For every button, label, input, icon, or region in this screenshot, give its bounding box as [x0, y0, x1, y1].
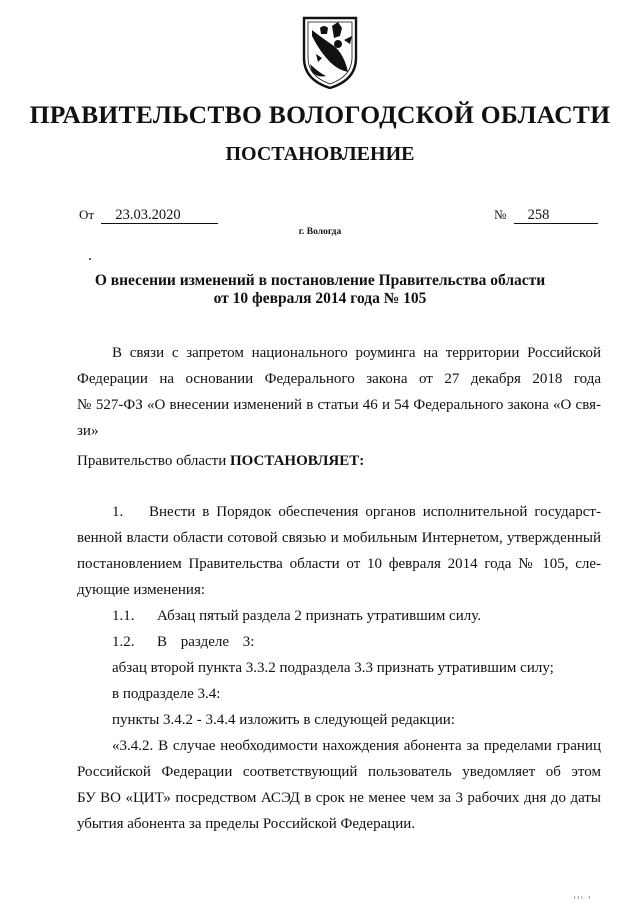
preamble-line-1: В связи с запретом национального роуминга на территории Российской	[112, 345, 601, 361]
preamble	[77, 340, 601, 474]
item-1	[77, 499, 601, 837]
document-type: ПОСТАНОВЛЕНИЕ	[225, 143, 415, 165]
preamble-line-4: зи»	[77, 423, 99, 439]
number-field	[494, 207, 598, 224]
document-subject	[0, 272, 640, 308]
city-label: г. Вологда	[298, 227, 342, 237]
item-1-line-3: постановлением Правительства области от 10 февраля 2014 года № 105, сле-	[77, 556, 601, 572]
coat-of-arms-icon	[298, 14, 362, 90]
item-1-line-1	[77, 499, 601, 525]
item-1-2	[77, 629, 601, 655]
scan-speck	[89, 258, 91, 260]
item-1-text: Внести в Порядок обеспечения органов исполнительной государст-	[149, 504, 601, 520]
quote-line-4: убытия абонента за пределы Российской Федерации.	[77, 816, 416, 832]
quote-line-3: БУ ВО «ЦИТ» посредством АСЭД в срок не менее чем за 3 рабочих дня до даты	[77, 790, 601, 806]
item-1-line-2: венной власти области сотовой связью и мобильным Интернетом, утвержденный	[77, 530, 601, 546]
date-value: 23.03.2020	[101, 207, 218, 224]
number-prefix: №	[494, 207, 507, 222]
decree-word: ПОСТАНОВЛЯЕТ:	[229, 453, 365, 469]
item-1-2-number: 1.2.	[112, 634, 135, 650]
number-value: 258	[514, 207, 598, 224]
paragraph-3: пункты 3.4.2 - 3.4.4 изложить в следующей редакции:	[112, 712, 455, 728]
item-1-2-text: В разделе 3:	[157, 634, 255, 650]
decree-line	[77, 448, 601, 474]
item-1-1-text: Абзац пятый раздела 2 признать утратившим силу.	[157, 608, 481, 624]
date-field	[79, 207, 218, 224]
decree-prefix: Правительство области	[77, 453, 230, 469]
subject-line-1: О внесении изменений в постановление Правительства области	[94, 272, 546, 289]
preamble-line-3: № 527-ФЗ «О внесении изменений в статьи 46 и 54 Федерального закона «О свя-	[77, 397, 601, 413]
subject-line-2: от 10 февраля 2014 года № 105	[213, 290, 427, 307]
paragraph-1: абзац второй пункта 3.3.2 подраздела 3.3 признать утратившим силу;	[112, 660, 554, 676]
government-title: ПРАВИТЕЛЬСТВО ВОЛОГОДСКОЙ ОБЛАСТИ	[29, 100, 611, 129]
scan-mark: ııı ı	[573, 895, 592, 901]
item-1-line-4: дующие изменения:	[77, 582, 206, 598]
item-1-1-number: 1.1.	[112, 608, 135, 624]
preamble-line-2: Федерации на основании Федерального закона от 27 декабря 2018 года	[77, 371, 601, 387]
date-prefix: От	[79, 207, 95, 222]
item-1-1	[77, 603, 601, 629]
item-1-number: 1.	[112, 504, 124, 520]
quote-line-2: Российской Федерации соответствующий пользователь уведомляет об этом	[77, 764, 601, 780]
quote-line-1: «3.4.2. В случае необходимости нахождения абонента за пределами границ	[112, 738, 601, 754]
paragraph-2: в подразделе 3.4:	[112, 686, 221, 702]
